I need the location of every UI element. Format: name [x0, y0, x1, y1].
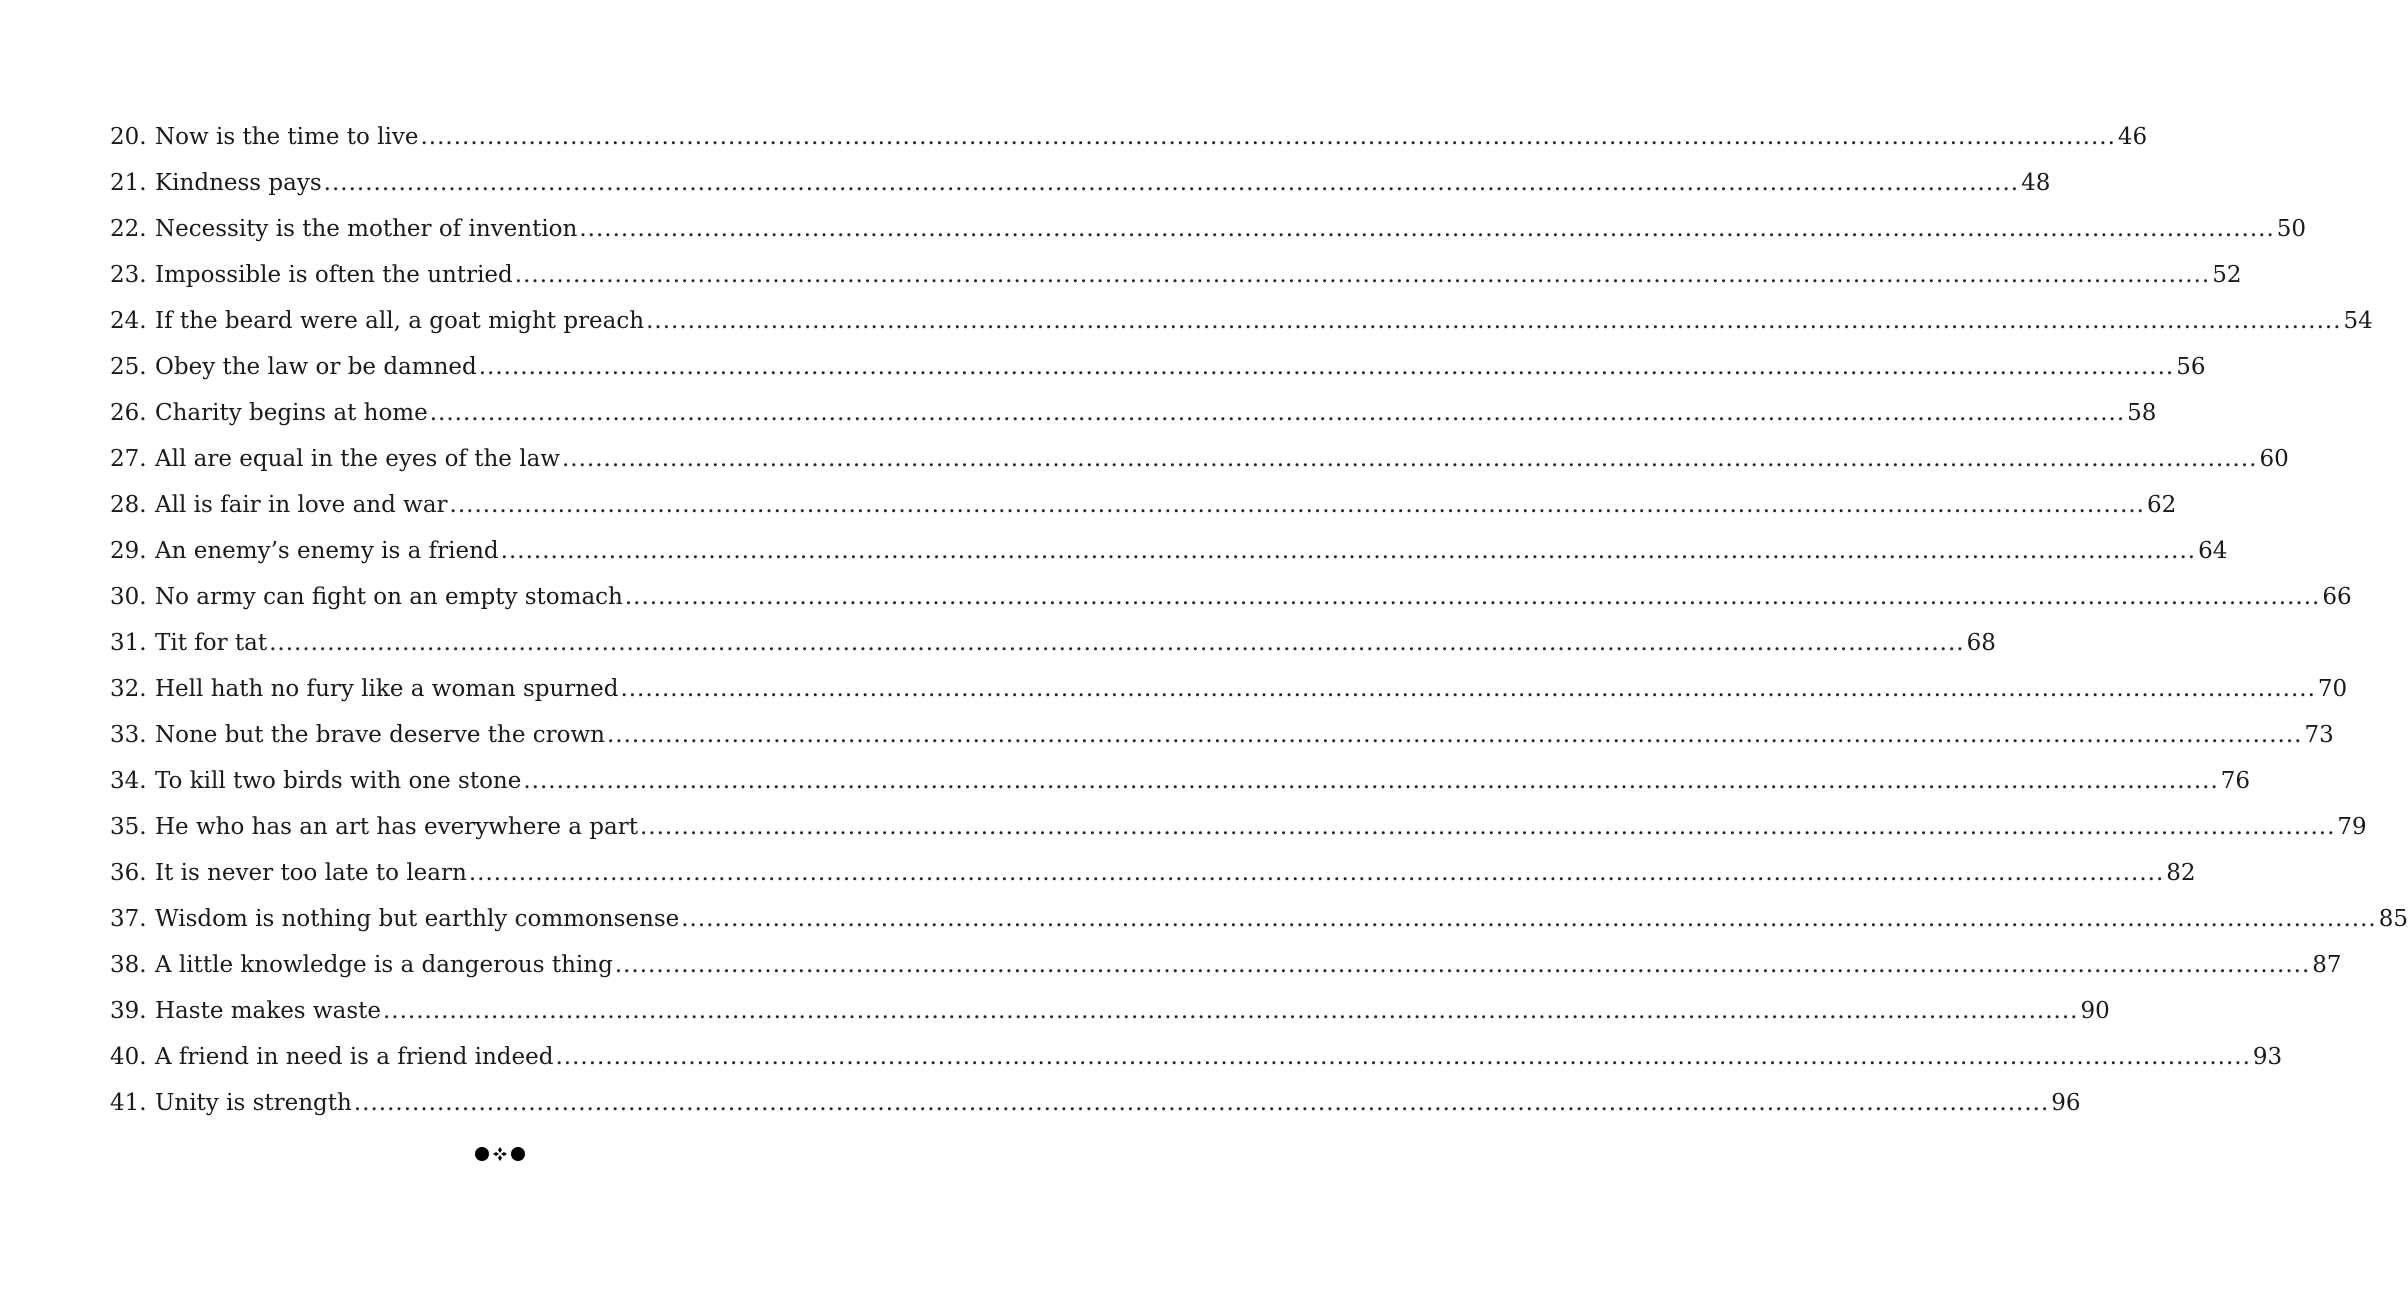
toc-entry	[110, 1034, 2283, 1080]
toc-dot-leader	[555, 1034, 2250, 1080]
toc-entry-number: 32.	[110, 676, 147, 702]
toc-entry	[110, 344, 2206, 390]
end-ornament	[0, 1144, 1000, 1164]
toc-entry	[110, 988, 2110, 1034]
toc-dot-leader	[640, 804, 2335, 850]
toc-entry-page: 52	[2212, 262, 2242, 288]
toc-entry-title: Charity begins at home	[155, 400, 428, 426]
toc-entry	[110, 528, 2228, 574]
toc-entry-title: Tit for tat	[155, 630, 268, 656]
toc-entry	[110, 1080, 2081, 1126]
toc-entry-title: Wisdom is nothing but earthly commonsense	[155, 906, 680, 932]
toc-dot-leader	[579, 206, 2274, 252]
toc-entry	[110, 666, 2348, 712]
toc-entry	[110, 206, 2307, 252]
toc-entry-number: 30.	[110, 584, 147, 610]
toc-entry-number: 20.	[110, 124, 147, 150]
toc-dot-leader	[523, 758, 2218, 804]
toc-entry-page: 54	[2343, 308, 2373, 334]
toc-entry-page: 87	[2312, 952, 2342, 978]
toc-entry-title: To kill two birds with one stone	[155, 768, 522, 794]
toc-dot-leader	[607, 712, 2302, 758]
toc-entry-title: Now is the time to live	[155, 124, 419, 150]
toc-entry-page: 70	[2317, 676, 2348, 702]
toc-entry-number: 28.	[110, 492, 147, 518]
toc-dot-leader	[620, 666, 2315, 712]
toc-entry-page: 56	[2176, 354, 2206, 380]
toc-entry-number: 24.	[110, 308, 147, 334]
toc-entry	[110, 390, 2157, 436]
toc-entry	[110, 252, 2242, 298]
toc-entry-title: Kindness pays	[155, 170, 322, 196]
toc-entry-page: 64	[2198, 538, 2228, 564]
toc-entry-number: 33.	[110, 722, 147, 748]
toc-entry-page: 46	[2117, 124, 2148, 150]
toc-entry-title: A friend in need is a friend indeed	[155, 1044, 554, 1070]
toc-dot-leader	[681, 896, 2376, 942]
toc-entry-page: 96	[2051, 1090, 2081, 1116]
toc-dot-leader	[324, 160, 2019, 206]
toc-entry-page: 60	[2259, 446, 2289, 472]
toc-entry	[110, 804, 2367, 850]
toc-entry	[110, 758, 2251, 804]
toc-entry	[110, 436, 2289, 482]
table-of-contents	[110, 114, 2408, 1126]
toc-entry-title: Unity is strength	[155, 1090, 352, 1116]
toc-entry-page: 48	[2021, 170, 2051, 196]
toc-entry-title: If the beard were all, a goat might preach	[155, 308, 645, 334]
toc-entry-number: 22.	[110, 216, 147, 242]
toc-dot-leader	[269, 620, 1964, 666]
toc-entry-page: 76	[2220, 768, 2251, 794]
toc-entry-page: 62	[2147, 492, 2177, 518]
toc-entry-page: 68	[1966, 630, 1996, 656]
toc-entry-page: 93	[2252, 1044, 2283, 1070]
toc-entry-number: 41.	[110, 1090, 147, 1116]
toc-entry-number: 27.	[110, 446, 147, 472]
toc-entry-page: 58	[2127, 400, 2157, 426]
toc-entry-title: None but the brave deserve the crown	[155, 722, 605, 748]
toc-entry	[110, 160, 2051, 206]
toc-dot-leader	[625, 574, 2320, 620]
toc-entry-number: 35.	[110, 814, 147, 840]
toc-dot-leader	[646, 298, 2341, 344]
toc-entry	[110, 942, 2342, 988]
toc-dot-leader	[501, 528, 2196, 574]
toc-entry-number: 40.	[110, 1044, 147, 1070]
toc-entry	[110, 574, 2352, 620]
toc-entry-number: 36.	[110, 860, 147, 886]
end-ornament-icon	[474, 1144, 526, 1164]
toc-entry-title: It is never too late to learn	[155, 860, 467, 886]
toc-entry	[110, 712, 2334, 758]
toc-dot-leader	[515, 252, 2210, 298]
toc-entry-number: 39.	[110, 998, 147, 1024]
toc-dot-leader	[562, 436, 2257, 482]
toc-dot-leader	[615, 942, 2310, 988]
toc-entry-title: No army can fight on an empty stomach	[155, 584, 623, 610]
toc-entry-number: 25.	[110, 354, 147, 380]
toc-entry-number: 23.	[110, 262, 147, 288]
toc-entry-title: All are equal in the eyes of the law	[155, 446, 560, 472]
toc-dot-leader	[450, 482, 2145, 528]
toc-entry-number: 29.	[110, 538, 147, 564]
toc-entry-title: Necessity is the mother of invention	[155, 216, 578, 242]
toc-dot-leader	[430, 390, 2125, 436]
toc-entry-page: 85	[2378, 906, 2408, 932]
toc-entry-title: He who has an art has everywhere a part	[155, 814, 638, 840]
toc-dot-leader	[469, 850, 2164, 896]
toc-entry-title: An enemy’s enemy is a friend	[155, 538, 499, 564]
toc-entry-title: All is fair in love and war	[155, 492, 448, 518]
toc-entry-number: 34.	[110, 768, 147, 794]
toc-entry	[110, 298, 2373, 344]
toc-entry-page: 50	[2276, 216, 2307, 242]
toc-entry-title: Impossible is often the untried	[155, 262, 513, 288]
toc-entry-page: 66	[2322, 584, 2352, 610]
toc-dot-leader	[479, 344, 2174, 390]
toc-dot-leader	[383, 988, 2078, 1034]
toc-entry-number: 38.	[110, 952, 147, 978]
toc-entry-page: 79	[2337, 814, 2367, 840]
toc-entry-page: 82	[2166, 860, 2196, 886]
toc-entry	[110, 896, 2408, 942]
toc-entry	[110, 620, 1996, 666]
toc-entry-page: 90	[2080, 998, 2110, 1024]
toc-entry	[110, 850, 2196, 896]
toc-entry-page: 73	[2304, 722, 2334, 748]
toc-entry-title: A little knowledge is a dangerous thing	[155, 952, 613, 978]
toc-entry-title: Hell hath no fury like a woman spurned	[155, 676, 619, 702]
toc-entry-number: 21.	[110, 170, 147, 196]
toc-entry-number: 26.	[110, 400, 147, 426]
toc-entry-title: Obey the law or be damned	[155, 354, 477, 380]
toc-dot-leader	[354, 1080, 2049, 1126]
toc-entry	[110, 114, 2148, 160]
toc-entry-number: 37.	[110, 906, 147, 932]
toc-entry-title: Haste makes waste	[155, 998, 381, 1024]
toc-entry	[110, 482, 2177, 528]
toc-entry-number: 31.	[110, 630, 147, 656]
toc-dot-leader	[420, 114, 2115, 160]
